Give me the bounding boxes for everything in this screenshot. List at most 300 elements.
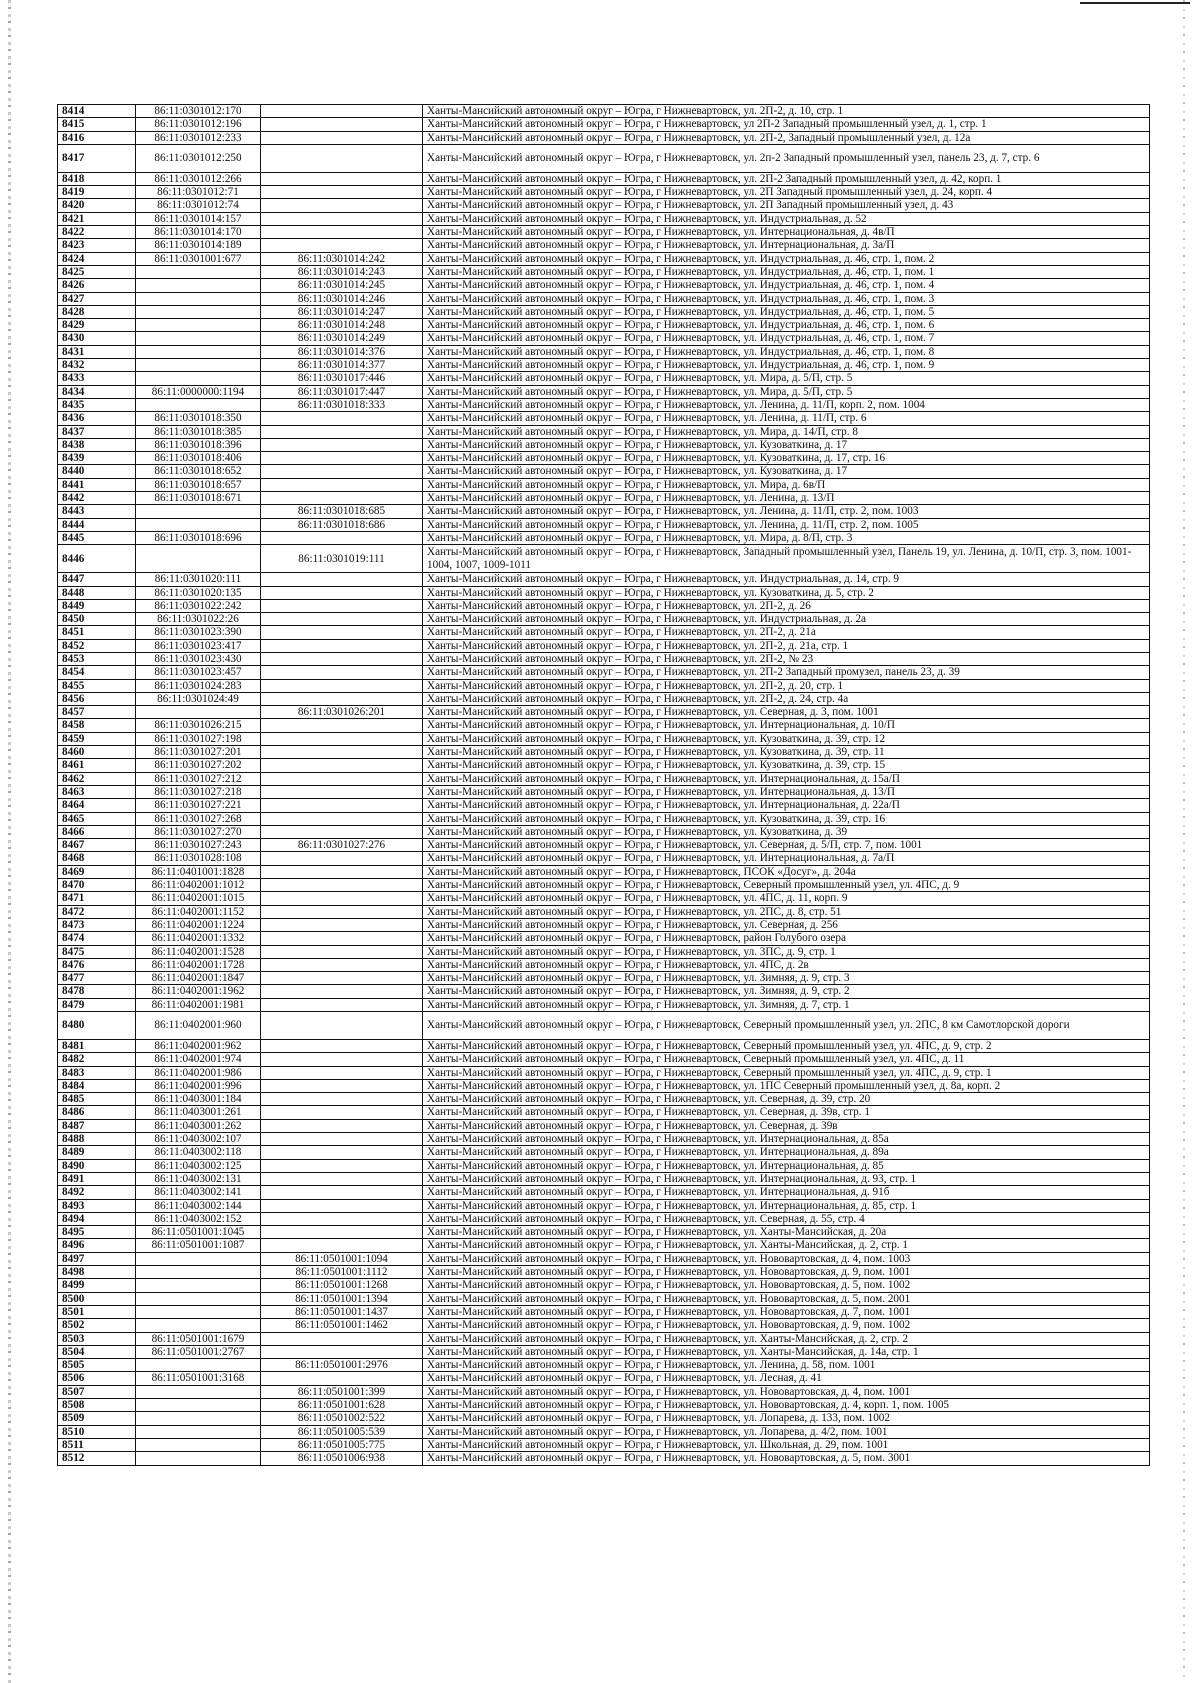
cadastral-number: 86:11:0403002:152 [136,1212,261,1225]
premises-cadastral-number [261,465,423,478]
premises-cadastral-number: 86:11:0301014:248 [261,319,423,332]
table-row [58,1053,1150,1066]
address: Ханты-Мансийский автономный округ – Югра, г Нижневартовск, ул. Северная, д. 256 [423,918,1150,931]
table-row [58,1412,1150,1425]
address: Ханты-Мансийский автономный округ – Югра, г Нижневартовск, ул. Ханты-Мансийская, д. 14а, стр. 1 [423,1345,1150,1358]
premises-cadastral-number [261,879,423,892]
table-row [58,746,1150,759]
row-number: 8471 [58,892,136,905]
row-number: 8489 [58,1146,136,1159]
cadastral-number [136,398,261,411]
address: Ханты-Мансийский автономный округ – Югра, г Нижневартовск, ул. Индустриальная, д. 46, стр. 1, пом. 8 [423,345,1150,358]
cadastral-number: 86:11:0501001:3168 [136,1372,261,1385]
table-row [58,1399,1150,1412]
row-number: 8431 [58,345,136,358]
cadastral-number: 86:11:0301027:202 [136,759,261,772]
address: Ханты-Мансийский автономный округ – Югра, г Нижневартовск, ул. Ленина, д. 11/П, стр. 2, пом. 1003 [423,505,1150,518]
row-number: 8445 [58,531,136,544]
cadastral-number: 86:11:0501001:1087 [136,1239,261,1252]
address: Ханты-Мансийский автономный округ – Югра, г Нижневартовск, ул. Ленина, д. 11/П, стр. 2, пом. 1005 [423,518,1150,531]
address: Ханты-Мансийский автономный округ – Югра, г Нижневартовск, ул. 2П-2 Западный промузел, панель 23, д. 39 [423,666,1150,679]
address: Ханты-Мансийский автономный округ – Югра, г Нижневартовск, ул. Индустриальная, д. 46, стр. 1, пом. 9 [423,359,1150,372]
cadastral-number: 86:11:0501001:1679 [136,1332,261,1345]
row-number: 8470 [58,879,136,892]
cadastral-number: 86:11:0402001:986 [136,1066,261,1079]
row-number: 8454 [58,666,136,679]
cadastral-number: 86:11:0301012:74 [136,199,261,212]
table-row [58,1079,1150,1092]
cadastral-number [136,518,261,531]
row-number: 8424 [58,252,136,265]
row-number: 8450 [58,613,136,626]
table-row [58,465,1150,478]
cadastral-number: 86:11:0402001:962 [136,1040,261,1053]
row-number: 8416 [58,131,136,144]
table-row [58,892,1150,905]
premises-cadastral-number [261,772,423,785]
cadastral-number [136,1292,261,1305]
table-row [58,972,1150,985]
address: Ханты-Мансийский автономный округ – Югра, г Нижневартовск, ул. 2П-2, д. 10, стр. 1 [423,105,1150,118]
address: Ханты-Мансийский автономный округ – Югра, г Нижневартовск, ул. Интернациональная, д. 4в/П [423,226,1150,239]
address: Ханты-Мансийский автономный округ – Югра, г Нижневартовск, ул. 2П-2, Западный промышленный узел, д. 12а [423,131,1150,144]
cadastral-number [136,706,261,719]
cadastral-number: 86:11:0301023:390 [136,626,261,639]
address: Ханты-Мансийский автономный округ – Югра, г Нижневартовск, ул. Индустриальная, д. 46, стр. 1, пом. 5 [423,305,1150,318]
address: Ханты-Мансийский автономный округ – Югра, г Нижневартовск, ул. 1ПС Северный промышленный узел, д. 8а, корп. 2 [423,1079,1150,1092]
table-row [58,1359,1150,1372]
address: Ханты-Мансийский автономный округ – Югра, г Нижневартовск, ул. 4ПС, д. 2в [423,958,1150,971]
table-row [58,345,1150,358]
cadastral-number: 86:11:0301022:26 [136,613,261,626]
address: Ханты-Мансийский автономный округ – Югра, г Нижневартовск, ул. Интернациональная, д. 22а/П [423,799,1150,812]
cadastral-number: 86:11:0301018:652 [136,465,261,478]
row-number: 8441 [58,478,136,491]
table-row [58,385,1150,398]
premises-cadastral-number: 86:11:0301014:377 [261,359,423,372]
table-row [58,438,1150,451]
premises-cadastral-number: 86:11:0301014:245 [261,279,423,292]
row-number: 8430 [58,332,136,345]
cadastral-number: 86:11:0403001:262 [136,1119,261,1132]
address: Ханты-Мансийский автономный округ – Югра, г Нижневартовск, ул. Мира, д. 5/П, стр. 5 [423,385,1150,398]
premises-cadastral-number [261,1186,423,1199]
premises-cadastral-number [261,613,423,626]
row-number: 8417 [58,144,136,172]
cadastral-number: 86:11:0301028:108 [136,852,261,865]
address: Ханты-Мансийский автономный округ – Югра, г Нижневартовск, ул. Интернациональная, д. 85 [423,1159,1150,1172]
row-number: 8505 [58,1359,136,1372]
table-row [58,1332,1150,1345]
premises-cadastral-number [261,438,423,451]
table-row [58,452,1150,465]
premises-cadastral-number: 86:11:0501001:2976 [261,1359,423,1372]
table-row [58,1292,1150,1305]
premises-cadastral-number [261,998,423,1011]
table-row [58,372,1150,385]
cadastral-number: 86:11:0402001:1015 [136,892,261,905]
table-row [58,252,1150,265]
row-number: 8425 [58,265,136,278]
table-row [58,879,1150,892]
row-number: 8477 [58,972,136,985]
table-row [58,1159,1150,1172]
row-number: 8433 [58,372,136,385]
cadastral-number: 86:11:0402001:974 [136,1053,261,1066]
cadastral-number: 86:11:0301027:198 [136,732,261,745]
premises-cadastral-number [261,1012,423,1040]
table-row [58,852,1150,865]
address: Ханты-Мансийский автономный округ – Югра, г Нижневартовск, ул. Индустриальная, д. 2а [423,613,1150,626]
row-number: 8432 [58,359,136,372]
cadastral-number: 86:11:0301018:350 [136,412,261,425]
address: Ханты-Мансийский автономный округ – Югра, г Нижневартовск, ул. Ленина, д. 58, пом. 1001 [423,1359,1150,1372]
cadastral-number [136,545,261,573]
premises-cadastral-number [261,759,423,772]
cadastral-number: 86:11:0000000:1194 [136,385,261,398]
table-row [58,1199,1150,1212]
premises-cadastral-number [261,492,423,505]
table-row [58,545,1150,573]
cadastral-number: 86:11:0403002:144 [136,1199,261,1212]
address: Ханты-Мансийский автономный округ – Югра, г Нижневартовск, ул. 2П-2, № 23 [423,652,1150,665]
row-number: 8475 [58,945,136,958]
cadastral-number: 86:11:0403002:125 [136,1159,261,1172]
row-number: 8473 [58,918,136,931]
row-number: 8420 [58,199,136,212]
address: Ханты-Мансийский автономный округ – Югра, г Нижневартовск, ул. Мира, д. 5/П, стр. 5 [423,372,1150,385]
cadastral-number: 86:11:0402001:1332 [136,932,261,945]
row-number: 8474 [58,932,136,945]
address: Ханты-Мансийский автономный округ – Югра, г Нижневартовск, ул. Мира, д. 14/П, стр. 8 [423,425,1150,438]
row-number: 8456 [58,692,136,705]
row-number: 8502 [58,1319,136,1332]
row-number: 8482 [58,1053,136,1066]
address: Ханты-Мансийский автономный округ – Югра, г Нижневартовск, ул. Нововартовская, д. 9, пом. 1001 [423,1266,1150,1279]
table-row [58,1266,1150,1279]
cadastral-number: 86:11:0301027:218 [136,785,261,798]
premises-cadastral-number: 86:11:0301014:247 [261,305,423,318]
address: Ханты-Мансийский автономный округ – Югра, г Нижневартовск, ул. Нововартовская, д. 7, пом. 1001 [423,1305,1150,1318]
row-number: 8448 [58,586,136,599]
row-number: 8443 [58,505,136,518]
table-row [58,613,1150,626]
row-number: 8500 [58,1292,136,1305]
premises-cadastral-number: 86:11:0301014:376 [261,345,423,358]
address: Ханты-Мансийский автономный округ – Югра, г Нижневартовск, Северный промышленный узел, ул. 4ПС, д. 9, стр. 1 [423,1066,1150,1079]
cadastral-number [136,1425,261,1438]
row-number: 8435 [58,398,136,411]
cadastral-number: 86:11:0301012:250 [136,144,261,172]
premises-cadastral-number [261,1332,423,1345]
row-number: 8427 [58,292,136,305]
cadastral-number: 86:11:0403001:184 [136,1093,261,1106]
row-number: 8494 [58,1212,136,1225]
table-row [58,425,1150,438]
cadastral-number: 86:11:0402001:960 [136,1012,261,1040]
row-number: 8512 [58,1452,136,1465]
cadastral-number [136,305,261,318]
table-row [58,1119,1150,1132]
premises-cadastral-number [261,1079,423,1092]
row-number: 8509 [58,1412,136,1425]
address: Ханты-Мансийский автономный округ – Югра, г Нижневартовск, ул. 2П Западный промышленный узел, д. 24, корп. 4 [423,186,1150,199]
premises-cadastral-number [261,1093,423,1106]
table-row [58,1133,1150,1146]
cadastral-number: 86:11:0402001:996 [136,1079,261,1092]
address: Ханты-Мансийский автономный округ – Югра, г Нижневартовск, Северный промышленный узел, ул. 4ПС, д. 11 [423,1053,1150,1066]
premises-cadastral-number [261,425,423,438]
premises-cadastral-number [261,692,423,705]
premises-cadastral-number [261,812,423,825]
address: Ханты-Мансийский автономный округ – Югра, г Нижневартовск, ул. 4ПС, д. 11, корп. 9 [423,892,1150,905]
address: Ханты-Мансийский автономный округ – Югра, г Нижневартовск, Северный промышленный узел, ул. 4ПС, д. 9 [423,879,1150,892]
premises-cadastral-number [261,905,423,918]
table-row [58,1345,1150,1358]
address: Ханты-Мансийский автономный округ – Югра, г Нижневартовск, ул. Интернациональная, д. 7а/П [423,852,1150,865]
table-row [58,586,1150,599]
premises-cadastral-number [261,1172,423,1185]
premises-cadastral-number [261,1345,423,1358]
address: Ханты-Мансийский автономный округ – Югра, г Нижневартовск, ул. Интернациональная, д. 85а [423,1133,1150,1146]
table-row [58,918,1150,931]
address: Ханты-Мансийский автономный округ – Югра, г Нижневартовск, ул. Нововартовская, д. 9, пом. 1002 [423,1319,1150,1332]
table-row [58,105,1150,118]
premises-cadastral-number [261,412,423,425]
premises-cadastral-number [261,172,423,185]
cadastral-number: 86:11:0301018:385 [136,425,261,438]
address: Ханты-Мансийский автономный округ – Югра, г Нижневартовск, ул. 2П-2, д. 24, стр. 4а [423,692,1150,705]
premises-cadastral-number [261,652,423,665]
address: Ханты-Мансийский автономный округ – Югра, г Нижневартовск, ул. 2П-2, д. 26 [423,599,1150,612]
cadastral-number: 86:11:0301026:215 [136,719,261,732]
table-row [58,905,1150,918]
row-number: 8492 [58,1186,136,1199]
premises-cadastral-number [261,478,423,491]
cadastral-number [136,319,261,332]
address: Ханты-Мансийский автономный округ – Югра, г Нижневартовск, ул. Северная, д. 39в [423,1119,1150,1132]
table-row [58,1279,1150,1292]
premises-cadastral-number [261,639,423,652]
row-number: 8459 [58,732,136,745]
table-row [58,1186,1150,1199]
address: Ханты-Мансийский автономный округ – Югра, г Нижневартовск, ул. Нововартовская, д. 5, пом. 2001 [423,1292,1150,1305]
cadastral-number: 86:11:0403002:107 [136,1133,261,1146]
row-number: 8423 [58,239,136,252]
cadastral-number: 86:11:0301027:201 [136,746,261,759]
table-row [58,1106,1150,1119]
premises-cadastral-number [261,573,423,586]
table-row [58,279,1150,292]
cadastral-number: 86:11:0403002:118 [136,1146,261,1159]
address: Ханты-Мансийский автономный округ – Югра, г Нижневартовск, ул. Нововартовская, д. 4, пом. 1003 [423,1252,1150,1265]
address: Ханты-Мансийский автономный округ – Югра, г Нижневартовск, ул. Кузоваткина, д. 39 [423,825,1150,838]
premises-cadastral-number [261,852,423,865]
premises-cadastral-number [261,732,423,745]
row-number: 8486 [58,1106,136,1119]
address: Ханты-Мансийский автономный округ – Югра, г Нижневартовск, ул. Ханты-Мансийская, д. 2, стр. 2 [423,1332,1150,1345]
cadastral-number: 86:11:0301012:266 [136,172,261,185]
row-number: 8469 [58,865,136,878]
address: Ханты-Мансийский автономный округ – Югра, г Нижневартовск, ул. Северная, д. 3, пом. 1001 [423,706,1150,719]
address: Ханты-Мансийский автономный округ – Югра, г Нижневартовск, ПСОК «Досуг», д. 204а [423,865,1150,878]
address: Ханты-Мансийский автономный округ – Югра, г Нижневартовск, ул. 2П-2, д. 20, стр. 1 [423,679,1150,692]
table-row [58,478,1150,491]
address: Ханты-Мансийский автономный округ – Югра, г Нижневартовск, ул. Лопарева, д. 4/2, пом. 1001 [423,1425,1150,1438]
address: Ханты-Мансийский автономный округ – Югра, г Нижневартовск, ул. 2ПС, д. 8, стр. 51 [423,905,1150,918]
address: Ханты-Мансийский автономный округ – Югра, г Нижневартовск, ул. Интернациональная, д. 15а/П [423,772,1150,785]
premises-cadastral-number [261,746,423,759]
cadastral-number: 86:11:0301020:111 [136,573,261,586]
premises-cadastral-number [261,1372,423,1385]
scan-top-mark [1080,2,1190,4]
scan-left-edge [8,0,11,1683]
address: Ханты-Мансийский автономный округ – Югра, г Нижневартовск, ул. Кузоваткина, д. 17, стр. 16 [423,452,1150,465]
address: Ханты-Мансийский автономный округ – Югра, г Нижневартовск, ул. Ленина, д. 11/П, корп. 2, пом. 1004 [423,398,1150,411]
premises-cadastral-number [261,1066,423,1079]
cadastral-number: 86:11:0301027:221 [136,799,261,812]
premises-cadastral-number: 86:11:0501001:1094 [261,1252,423,1265]
row-number: 8483 [58,1066,136,1079]
table-row [58,186,1150,199]
cadastral-number: 86:11:0301014:189 [136,239,261,252]
address: Ханты-Мансийский автономный округ – Югра, г Нижневартовск, ул. Индустриальная, д. 14, стр. 9 [423,573,1150,586]
address: Ханты-Мансийский автономный округ – Югра, г Нижневартовск, ул 2П-2 Западный промышленный узел, д. 1, стр. 1 [423,118,1150,131]
table-row [58,1319,1150,1332]
row-number: 8449 [58,599,136,612]
cadastral-number: 86:11:0301014:170 [136,226,261,239]
row-number: 8462 [58,772,136,785]
premises-cadastral-number [261,199,423,212]
premises-cadastral-number: 86:11:0501005:775 [261,1438,423,1451]
row-number: 8495 [58,1226,136,1239]
row-number: 8463 [58,785,136,798]
cadastral-number: 86:11:0301001:677 [136,252,261,265]
table-row [58,1239,1150,1252]
address: Ханты-Мансийский автономный округ – Югра, г Нижневартовск, ул. 2п-2 Западный промышленный узел, панель 23, д. 7, стр. 6 [423,144,1150,172]
table-row [58,144,1150,172]
address: Ханты-Мансийский автономный округ – Югра, г Нижневартовск, ул. Интернациональная, д. 85, стр. 1 [423,1199,1150,1212]
table-row [58,118,1150,131]
row-number: 8452 [58,639,136,652]
address: Ханты-Мансийский автономный округ – Югра, г Нижневартовск, ул. Северная, д. 55, стр. 4 [423,1212,1150,1225]
table-row [58,679,1150,692]
cadastral-number: 86:11:0301018:671 [136,492,261,505]
cadastral-number [136,1438,261,1451]
scan-right-edge [1183,0,1185,1683]
cadastral-number [136,1279,261,1292]
table-row [58,1212,1150,1225]
table-row [58,1146,1150,1159]
address: Ханты-Мансийский автономный округ – Югра, г Нижневартовск, ул. Индустриальная, д. 46, стр. 1, пом. 1 [423,265,1150,278]
table-row [58,412,1150,425]
cadastral-number: 86:11:0301012:196 [136,118,261,131]
table-row [58,839,1150,852]
table-row [58,772,1150,785]
cadastral-number: 86:11:0301024:49 [136,692,261,705]
premises-cadastral-number [261,1226,423,1239]
cadastral-number: 86:11:0402001:1152 [136,905,261,918]
address: Ханты-Мансийский автономный округ – Югра, г Нижневартовск, ул. Кузоваткина, д. 39, стр. 15 [423,759,1150,772]
cadastral-number: 86:11:0301023:457 [136,666,261,679]
row-number: 8442 [58,492,136,505]
address: Ханты-Мансийский автономный округ – Югра, г Нижневартовск, ул. Зимняя, д. 9, стр. 3 [423,972,1150,985]
cadastral-number: 86:11:0301027:212 [136,772,261,785]
cadastral-number: 86:11:0402001:1728 [136,958,261,971]
table-row [58,652,1150,665]
table-row [58,1438,1150,1451]
premises-cadastral-number: 86:11:0501001:628 [261,1399,423,1412]
premises-cadastral-number [261,785,423,798]
address: Ханты-Мансийский автономный округ – Югра, г Нижневартовск, ул. Интернациональная, д. 93, стр. 1 [423,1172,1150,1185]
address: Ханты-Мансийский автономный округ – Югра, г Нижневартовск, ул. Нововартовская, д. 5, пом. 3001 [423,1452,1150,1465]
premises-cadastral-number [261,1212,423,1225]
row-number: 8490 [58,1159,136,1172]
row-number: 8438 [58,438,136,451]
premises-cadastral-number: 86:11:0501001:1112 [261,1266,423,1279]
table-row [58,212,1150,225]
cadastral-number [136,265,261,278]
cadastral-number [136,372,261,385]
table-row [58,1305,1150,1318]
address: Ханты-Мансийский автономный округ – Югра, г Нижневартовск, ул. Нововартовская, д. 4, корп. 1, пом. 1005 [423,1399,1150,1412]
table-row [58,1226,1150,1239]
table-row [58,1012,1150,1040]
cadastral-number: 86:11:0403002:141 [136,1186,261,1199]
premises-cadastral-number: 86:11:0301018:685 [261,505,423,518]
cadastral-number [136,1452,261,1465]
table-row [58,692,1150,705]
row-number: 8488 [58,1133,136,1146]
address: Ханты-Мансийский автономный округ – Югра, г Нижневартовск, ул. Кузоваткина, д. 39, стр. 16 [423,812,1150,825]
premises-cadastral-number: 86:11:0501001:1268 [261,1279,423,1292]
table-row [58,639,1150,652]
table-row [58,265,1150,278]
premises-cadastral-number [261,918,423,931]
table-row [58,505,1150,518]
cadastral-number: 86:11:0301012:233 [136,131,261,144]
premises-cadastral-number [261,719,423,732]
premises-cadastral-number: 86:11:0301017:447 [261,385,423,398]
cadastral-number: 86:11:0301023:430 [136,652,261,665]
table-row [58,305,1150,318]
premises-cadastral-number: 86:11:0301027:276 [261,839,423,852]
address: Ханты-Мансийский автономный округ – Югра, г Нижневартовск, ул. Индустриальная, д. 46, стр. 1, пом. 4 [423,279,1150,292]
address: Ханты-Мансийский автономный округ – Югра, г Нижневартовск, ул. 2П-2, д. 21а, стр. 1 [423,639,1150,652]
cadastral-number [136,1319,261,1332]
row-number: 8498 [58,1266,136,1279]
cadastral-number [136,332,261,345]
address: Ханты-Мансийский автономный округ – Югра, г Нижневартовск, ул. Лесная, д. 41 [423,1372,1150,1385]
table-row [58,759,1150,772]
row-number: 8472 [58,905,136,918]
premises-cadastral-number [261,1053,423,1066]
row-number: 8453 [58,652,136,665]
row-number: 8415 [58,118,136,131]
row-number: 8479 [58,998,136,1011]
address: Ханты-Мансийский автономный округ – Югра, г Нижневартовск, ул. Индустриальная, д. 46, стр. 1, пом. 2 [423,252,1150,265]
table-row [58,599,1150,612]
premises-cadastral-number [261,985,423,998]
premises-cadastral-number [261,666,423,679]
table-row [58,518,1150,531]
premises-cadastral-number [261,452,423,465]
table-row [58,172,1150,185]
row-number: 8506 [58,1372,136,1385]
row-number: 8501 [58,1305,136,1318]
premises-cadastral-number: 86:11:0501002:522 [261,1412,423,1425]
premises-cadastral-number [261,1119,423,1132]
